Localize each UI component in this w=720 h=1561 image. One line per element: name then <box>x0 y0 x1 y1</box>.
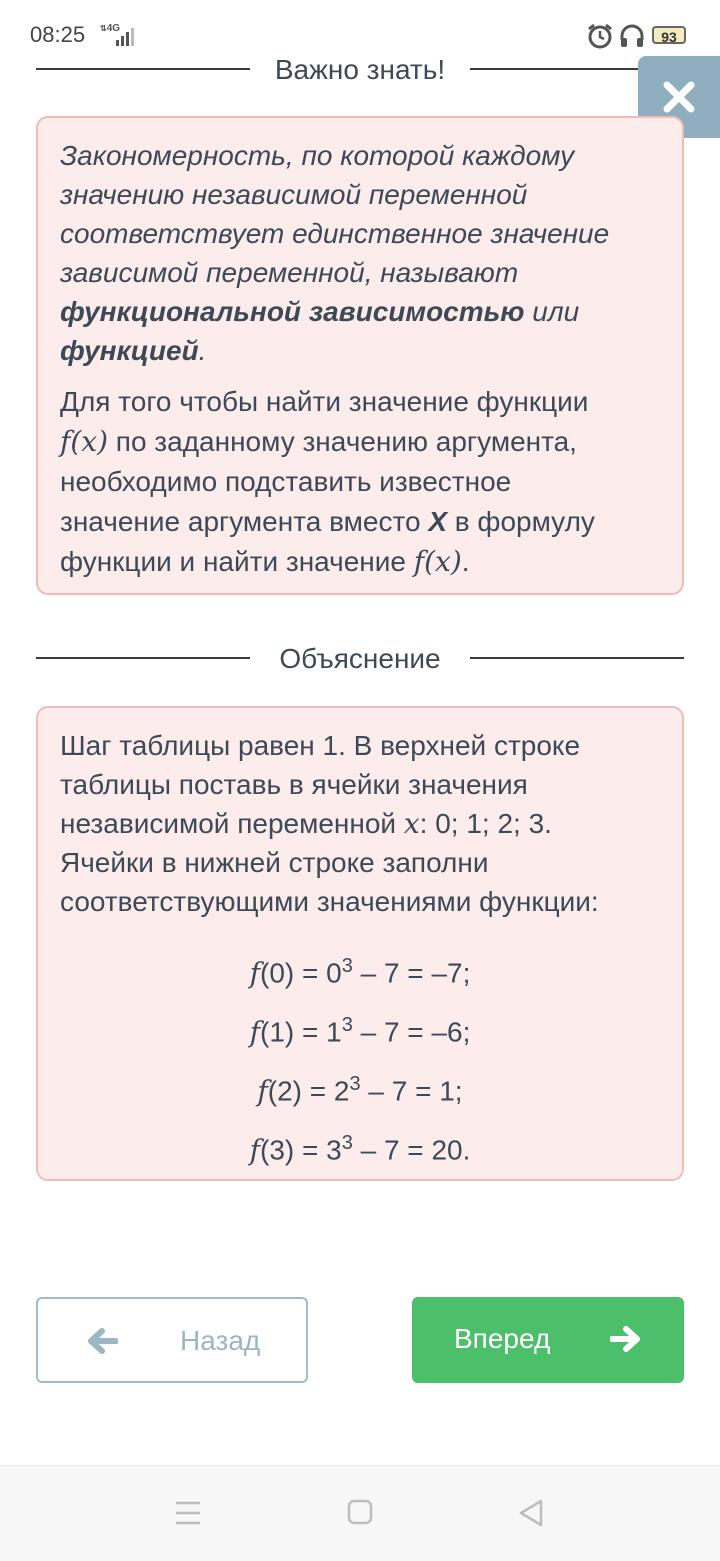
status-time: 08:25 <box>30 22 86 47</box>
instruction-text: Для того чтобы найти значение функции f(x) по заданному значению аргумента, необходимо подставить известное значение аргумента вместо X в формулу функции и найти значение f(x). <box>60 386 595 578</box>
back-button[interactable] <box>36 1297 308 1383</box>
next-button-label: Вперед <box>454 1323 551 1354</box>
explanation-text: Шаг таблицы равен 1. В верхней строке таблицы поставь в ячейки значения независимой переменной x: 0; 1; 2; 3. Ячейки в нижней строке заполни соответствующими значениями функции: <box>60 730 599 917</box>
arrow-right-icon <box>610 1324 642 1354</box>
fx-symbol: f(x) <box>60 425 109 458</box>
divider-line <box>470 657 684 659</box>
battery-indicator: 93 <box>652 26 686 44</box>
explanation-card <box>36 706 684 1181</box>
definition-text: Закономерность, по которой каждому значению независимой переменной соответствует единственное значение зависимой переменной, называют функциональной зависимостью или функцией. <box>60 140 610 366</box>
explanation-section-header <box>36 643 684 673</box>
term-function: функцией <box>60 335 199 366</box>
close-icon <box>662 80 696 114</box>
arrow-left-icon <box>86 1326 118 1356</box>
system-navigation-bar <box>0 1465 720 1561</box>
menu-icon[interactable] <box>174 1500 202 1526</box>
alarm-icon <box>586 22 614 55</box>
headphones-icon <box>618 22 646 55</box>
explanation-heading: Объяснение <box>279 643 441 674</box>
back-button-label: Назад <box>180 1325 261 1356</box>
formula-line: $f(2) = 2^3 - 7 = 1$; <box>257 1073 463 1108</box>
formula-list <box>60 941 660 1177</box>
fx-symbol: f(x) <box>413 545 462 578</box>
formula-line: $f(1) = 1^3 - 7 = -6$; <box>249 1014 471 1049</box>
important-section-header <box>36 54 684 84</box>
next-button[interactable] <box>412 1297 684 1383</box>
signal-icon <box>116 26 134 46</box>
important-heading: Важно знать! <box>274 54 446 85</box>
back-nav-icon[interactable] <box>517 1498 545 1528</box>
network-type: ⇅4G <box>100 23 121 34</box>
formula-line: $f(0) = 0^3 - 7 = -7$; <box>249 955 471 990</box>
important-card <box>36 116 684 595</box>
home-icon[interactable] <box>347 1499 373 1525</box>
term-functional-dependency: функциональной зависимостью <box>60 296 525 327</box>
formula-line: $f(3) = 3^3 - 7 = 20$. <box>249 1132 471 1167</box>
